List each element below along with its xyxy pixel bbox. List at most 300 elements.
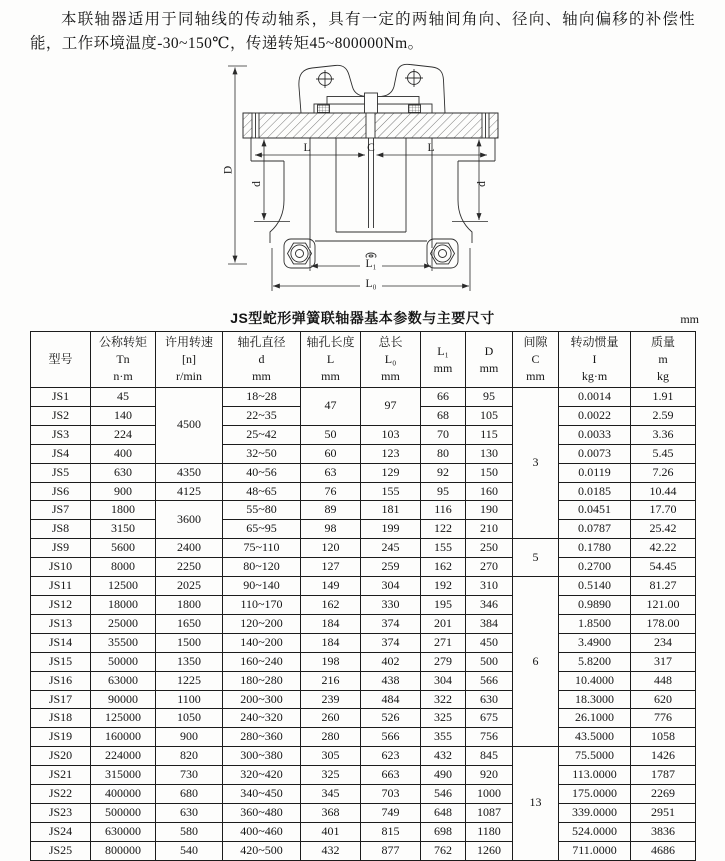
cell-d-outer: 130 — [466, 444, 513, 463]
cell-inertia: 0.0033 — [559, 425, 631, 444]
cell-inertia: 0.0014 — [559, 388, 631, 407]
cell-total-len: 438 — [361, 671, 421, 690]
cell-mass: 7.26 — [631, 463, 696, 482]
label-L-right: L — [427, 142, 435, 154]
cell-mass: 42.22 — [631, 539, 696, 558]
cell-speed: 4350 — [156, 463, 223, 482]
cell-total-len: 749 — [361, 803, 421, 822]
column-header-l1: L₁ mm — [421, 332, 466, 388]
cell-total-len: 703 — [361, 785, 421, 804]
cell-d-outer: 675 — [466, 709, 513, 728]
cell-inertia: 26.1000 — [559, 709, 631, 728]
cell-model: JS14 — [31, 633, 91, 652]
cell-mass: 81.27 — [631, 577, 696, 596]
cell-mass: 121.00 — [631, 595, 696, 614]
cell-l1: 70 — [421, 425, 466, 444]
cell-mass: 1.91 — [631, 388, 696, 407]
cell-l1: 325 — [421, 709, 466, 728]
table-body — [31, 388, 696, 861]
cell-speed: 900 — [156, 728, 223, 747]
cell-l1: 95 — [421, 482, 466, 501]
cell-bore-d: 40~56 — [223, 463, 301, 482]
cell-total-len: 815 — [361, 822, 421, 841]
cell-d-outer: 500 — [466, 652, 513, 671]
cell-bore-len: 325 — [301, 766, 361, 785]
column-header-model: 型号 — [31, 332, 91, 388]
cell-bore-len: 260 — [301, 709, 361, 728]
cell-bore-d: 280~360 — [223, 728, 301, 747]
cell-bore-d: 180~280 — [223, 671, 301, 690]
cell-mass: 234 — [631, 633, 696, 652]
table-row — [31, 482, 696, 501]
cell-l1: 698 — [421, 822, 466, 841]
cell-bore-len: 401 — [301, 822, 361, 841]
cell-speed: 680 — [156, 785, 223, 804]
column-header-mass: 质量 m kg — [631, 332, 696, 388]
cell-inertia: 5.8200 — [559, 652, 631, 671]
cell-torque: 315000 — [91, 766, 156, 785]
cell-d-outer: 450 — [466, 633, 513, 652]
cell-d-outer: 1260 — [466, 841, 513, 860]
cell-inertia: 0.0119 — [559, 463, 631, 482]
cell-d-outer: 95 — [466, 388, 513, 407]
cell-bore-d: 90~140 — [223, 577, 301, 596]
cell-mass: 4686 — [631, 841, 696, 860]
column-header-bore-d: 轴孔直径 d mm — [223, 332, 301, 388]
cell-bore-len: 432 — [301, 841, 361, 860]
cell-bore-len: 76 — [301, 482, 361, 501]
column-header-d-outer: D mm — [466, 332, 513, 388]
cell-l1: 195 — [421, 595, 466, 614]
cell-bore-len: 149 — [301, 577, 361, 596]
cell-inertia: 18.3000 — [559, 690, 631, 709]
cell-mass: 3.36 — [631, 425, 696, 444]
cell-inertia: 524.0000 — [559, 822, 631, 841]
cell-bore-len: 184 — [301, 633, 361, 652]
cell-torque: 8000 — [91, 558, 156, 577]
cell-mass: 1426 — [631, 747, 696, 766]
cell-mass: 2951 — [631, 803, 696, 822]
cell-speed: 4500 — [156, 388, 223, 464]
cell-d-outer: 210 — [466, 520, 513, 539]
cell-total-len: 155 — [361, 482, 421, 501]
cell-mass: 5.45 — [631, 444, 696, 463]
coupling-outline — [243, 64, 498, 268]
cell-model: JS16 — [31, 671, 91, 690]
cell-mass: 178.00 — [631, 614, 696, 633]
cell-torque: 630000 — [91, 822, 156, 841]
cell-bore-len: 216 — [301, 671, 361, 690]
cell-l1: 271 — [421, 633, 466, 652]
cell-d-outer: 384 — [466, 614, 513, 633]
cell-d-outer: 920 — [466, 766, 513, 785]
cell-d-outer: 115 — [466, 425, 513, 444]
table-row — [31, 558, 696, 577]
cell-l1: 762 — [421, 841, 466, 860]
cell-l1: 490 — [421, 766, 466, 785]
cell-clearance: 6 — [513, 577, 559, 747]
cell-mass: 776 — [631, 709, 696, 728]
cell-torque: 224000 — [91, 747, 156, 766]
cell-bore-d: 320~420 — [223, 766, 301, 785]
cell-inertia: 0.0022 — [559, 406, 631, 425]
cell-torque: 900 — [91, 482, 156, 501]
cell-torque: 160000 — [91, 728, 156, 747]
cell-bore-d: 140~200 — [223, 633, 301, 652]
cell-inertia: 43.5000 — [559, 728, 631, 747]
label-L-left: L — [303, 142, 311, 154]
cell-speed: 540 — [156, 841, 223, 860]
cell-speed: 2025 — [156, 577, 223, 596]
cell-bore-len: 345 — [301, 785, 361, 804]
cell-model: JS25 — [31, 841, 91, 860]
cell-total-len: 103 — [361, 425, 421, 444]
cell-l1: 546 — [421, 785, 466, 804]
cell-l1: 648 — [421, 803, 466, 822]
cell-l1: 155 — [421, 539, 466, 558]
cell-total-len: 526 — [361, 709, 421, 728]
table-row — [31, 425, 696, 444]
table-row — [31, 520, 696, 539]
table-row — [31, 766, 696, 785]
cell-d-outer: 630 — [466, 690, 513, 709]
cell-d-outer: 190 — [466, 501, 513, 520]
table-row — [31, 785, 696, 804]
cell-inertia: 339.0000 — [559, 803, 631, 822]
cell-torque: 35500 — [91, 633, 156, 652]
cell-total-len: 374 — [361, 614, 421, 633]
cell-torque: 50000 — [91, 652, 156, 671]
column-header-clearance: 间隙 C mm — [513, 332, 559, 388]
cell-inertia: 711.0000 — [559, 841, 631, 860]
cell-inertia: 0.0451 — [559, 501, 631, 520]
cell-speed: 1500 — [156, 633, 223, 652]
cell-torque: 400000 — [91, 785, 156, 804]
cell-bore-d: 420~500 — [223, 841, 301, 860]
cell-inertia: 0.0787 — [559, 520, 631, 539]
cell-bore-len: 60 — [301, 444, 361, 463]
cell-bore-len: 184 — [301, 614, 361, 633]
cell-l1: 201 — [421, 614, 466, 633]
cell-speed: 1800 — [156, 595, 223, 614]
cell-bore-d: 160~240 — [223, 652, 301, 671]
cell-l1: 322 — [421, 690, 466, 709]
cell-model: JS3 — [31, 425, 91, 444]
cell-total-len: 199 — [361, 520, 421, 539]
seal-block-left — [318, 105, 330, 113]
cell-model: JS24 — [31, 822, 91, 841]
cell-model: JS9 — [31, 539, 91, 558]
cell-model: JS15 — [31, 652, 91, 671]
cell-d-outer: 756 — [466, 728, 513, 747]
cell-mass: 317 — [631, 652, 696, 671]
cell-bore-len: 280 — [301, 728, 361, 747]
cell-l1: 122 — [421, 520, 466, 539]
cell-torque: 125000 — [91, 709, 156, 728]
cell-speed: 1050 — [156, 709, 223, 728]
cell-bore-d: 240~320 — [223, 709, 301, 728]
cell-model: JS13 — [31, 614, 91, 633]
column-header-total-len: 总长 L₀ mm — [361, 332, 421, 388]
cell-bore-d: 360~480 — [223, 803, 301, 822]
cell-d-outer: 150 — [466, 463, 513, 482]
cell-bore-len: 47 — [301, 388, 361, 426]
cell-torque: 90000 — [91, 690, 156, 709]
coupling-section-drawing — [30, 56, 695, 308]
cell-d-outer: 160 — [466, 482, 513, 501]
cell-bore-d: 200~300 — [223, 690, 301, 709]
cell-bore-len: 368 — [301, 803, 361, 822]
cell-speed: 2400 — [156, 539, 223, 558]
cell-bore-d: 400~460 — [223, 822, 301, 841]
cell-speed: 730 — [156, 766, 223, 785]
cell-bore-d: 110~170 — [223, 595, 301, 614]
cell-mass: 17.70 — [631, 501, 696, 520]
cell-l1: 162 — [421, 558, 466, 577]
column-header-bore-len: 轴孔长度 L mm — [301, 332, 361, 388]
cell-bore-d: 120~200 — [223, 614, 301, 633]
table-row — [31, 388, 696, 407]
cell-torque: 800000 — [91, 841, 156, 860]
cell-bore-d: 25~42 — [223, 425, 301, 444]
table-row — [31, 444, 696, 463]
cell-d-outer: 1180 — [466, 822, 513, 841]
cell-torque: 3150 — [91, 520, 156, 539]
cell-torque: 500000 — [91, 803, 156, 822]
column-header-speed: 许用转速 [n] r/min — [156, 332, 223, 388]
cell-model: JS10 — [31, 558, 91, 577]
cell-bore-d: 300~380 — [223, 747, 301, 766]
cell-bore-d: 65~95 — [223, 520, 301, 539]
cell-bore-len: 89 — [301, 501, 361, 520]
cell-bore-d: 32~50 — [223, 444, 301, 463]
cell-bore-d: 75~110 — [223, 539, 301, 558]
column-header-inertia: 转动惯量 I kg·m — [559, 332, 631, 388]
cell-model: JS19 — [31, 728, 91, 747]
cell-model: JS21 — [31, 766, 91, 785]
table-row — [31, 671, 696, 690]
cell-inertia: 75.5000 — [559, 747, 631, 766]
cell-d-outer: 270 — [466, 558, 513, 577]
cell-model: JS6 — [31, 482, 91, 501]
cell-mass: 3836 — [631, 822, 696, 841]
cell-mass: 2.59 — [631, 406, 696, 425]
cell-total-len: 566 — [361, 728, 421, 747]
cell-clearance: 13 — [513, 747, 559, 860]
cell-model: JS20 — [31, 747, 91, 766]
parameters-table — [30, 331, 696, 861]
label-D: D — [222, 165, 235, 175]
cell-bore-len: 198 — [301, 652, 361, 671]
cell-model: JS17 — [31, 690, 91, 709]
table-row — [31, 577, 696, 596]
cell-mass: 620 — [631, 690, 696, 709]
cell-bore-len: 63 — [301, 463, 361, 482]
cell-l1: 80 — [421, 444, 466, 463]
cell-total-len: 181 — [361, 501, 421, 520]
coupling-drawing-svg — [222, 56, 524, 308]
cell-bore-len: 162 — [301, 595, 361, 614]
cell-d-outer: 566 — [466, 671, 513, 690]
cell-d-outer: 1000 — [466, 785, 513, 804]
cell-speed: 820 — [156, 747, 223, 766]
cell-inertia: 175.0000 — [559, 785, 631, 804]
cell-torque: 140 — [91, 406, 156, 425]
cell-torque: 25000 — [91, 614, 156, 633]
cell-inertia: 0.2700 — [559, 558, 631, 577]
cell-speed: 630 — [156, 803, 223, 822]
cell-inertia: 0.9890 — [559, 595, 631, 614]
table-row — [31, 803, 696, 822]
cell-bore-len: 239 — [301, 690, 361, 709]
cell-model: JS7 — [31, 501, 91, 520]
cell-torque: 224 — [91, 425, 156, 444]
cell-bore-d: 18~28 — [223, 388, 301, 407]
cell-l1: 66 — [421, 388, 466, 407]
cell-model: JS5 — [31, 463, 91, 482]
table-row — [31, 709, 696, 728]
intro-paragraph: 本联轴器适用于同轴线的传动轴系，具有一定的两轴间角向、径向、轴向偏移的补偿性能，工作环境温度-30~150℃，传递转矩45~800000Nm。 — [30, 11, 695, 52]
cell-torque: 630 — [91, 463, 156, 482]
cell-model: JS12 — [31, 595, 91, 614]
cell-total-len: 97 — [361, 388, 421, 426]
cell-bore-len: 50 — [301, 425, 361, 444]
cell-speed: 2250 — [156, 558, 223, 577]
table-row — [31, 841, 696, 860]
table-row — [31, 501, 696, 520]
cell-model: JS11 — [31, 577, 91, 596]
cell-total-len: 304 — [361, 577, 421, 596]
cell-mass: 54.45 — [631, 558, 696, 577]
table-row — [31, 747, 696, 766]
cell-speed: 3600 — [156, 501, 223, 539]
cell-mass: 10.44 — [631, 482, 696, 501]
table-title-row — [30, 308, 699, 328]
cell-bore-len: 127 — [301, 558, 361, 577]
cell-total-len: 330 — [361, 595, 421, 614]
cell-d-outer: 346 — [466, 595, 513, 614]
seal-block-right — [409, 105, 421, 113]
cell-mass: 448 — [631, 671, 696, 690]
cell-bore-len: 305 — [301, 747, 361, 766]
cell-total-len: 245 — [361, 539, 421, 558]
cell-speed: 4125 — [156, 482, 223, 501]
label-L1: L₁ — [365, 258, 377, 270]
cell-bore-d: 55~80 — [223, 501, 301, 520]
table-title: JS型蛇形弹簧联轴器基本参数与主要尺寸 — [230, 310, 495, 326]
table-unit-label: mm — [680, 312, 699, 326]
cell-model: JS18 — [31, 709, 91, 728]
cell-inertia: 1.8500 — [559, 614, 631, 633]
cell-bore-len: 120 — [301, 539, 361, 558]
cell-model: JS8 — [31, 520, 91, 539]
cell-clearance: 5 — [513, 539, 559, 577]
cell-speed: 580 — [156, 822, 223, 841]
cell-bore-d: 48~65 — [223, 482, 301, 501]
cell-torque: 12500 — [91, 577, 156, 596]
cell-total-len: 623 — [361, 747, 421, 766]
cell-total-len: 877 — [361, 841, 421, 860]
cell-bore-d: 340~450 — [223, 785, 301, 804]
cell-speed: 1350 — [156, 652, 223, 671]
cell-total-len: 402 — [361, 652, 421, 671]
label-d-right: d — [476, 181, 488, 187]
cell-inertia: 0.5140 — [559, 577, 631, 596]
cell-d-outer: 310 — [466, 577, 513, 596]
table-row — [31, 652, 696, 671]
label-d-left: d — [251, 181, 263, 187]
cell-speed: 1100 — [156, 690, 223, 709]
cell-clearance: 3 — [513, 388, 559, 539]
label-C: C — [367, 142, 375, 154]
cell-torque: 18000 — [91, 595, 156, 614]
cell-model: JS2 — [31, 406, 91, 425]
cell-torque: 5600 — [91, 539, 156, 558]
cell-l1: 192 — [421, 577, 466, 596]
cell-speed: 1225 — [156, 671, 223, 690]
cell-d-outer: 1087 — [466, 803, 513, 822]
cell-l1: 92 — [421, 463, 466, 482]
cell-torque: 63000 — [91, 671, 156, 690]
cell-l1: 68 — [421, 406, 466, 425]
cell-l1: 116 — [421, 501, 466, 520]
cell-d-outer: 105 — [466, 406, 513, 425]
table-row — [31, 463, 696, 482]
cell-bore-d: 80~120 — [223, 558, 301, 577]
cell-total-len: 374 — [361, 633, 421, 652]
table-row — [31, 822, 696, 841]
cell-model: JS23 — [31, 803, 91, 822]
cell-mass: 1058 — [631, 728, 696, 747]
cell-torque: 45 — [91, 388, 156, 407]
cell-d-outer: 845 — [466, 747, 513, 766]
cell-inertia: 113.0000 — [559, 766, 631, 785]
cell-l1: 279 — [421, 652, 466, 671]
cell-total-len: 129 — [361, 463, 421, 482]
cell-inertia: 10.4000 — [559, 671, 631, 690]
cell-model: JS1 — [31, 388, 91, 407]
table-row — [31, 614, 696, 633]
cell-inertia: 3.4900 — [559, 633, 631, 652]
cell-l1: 304 — [421, 671, 466, 690]
column-header-torque: 公称转矩 Tn n·m — [91, 332, 156, 388]
cell-model: JS4 — [31, 444, 91, 463]
cell-total-len: 663 — [361, 766, 421, 785]
cell-total-len: 484 — [361, 690, 421, 709]
label-L0: L₀ — [365, 278, 377, 290]
cell-inertia: 0.1780 — [559, 539, 631, 558]
cell-speed: 1650 — [156, 614, 223, 633]
cell-total-len: 259 — [361, 558, 421, 577]
cell-inertia: 0.0073 — [559, 444, 631, 463]
cell-d-outer: 250 — [466, 539, 513, 558]
cell-l1: 355 — [421, 728, 466, 747]
table-row — [31, 690, 696, 709]
cell-l1: 432 — [421, 747, 466, 766]
table-row — [31, 539, 696, 558]
cell-bore-len: 98 — [301, 520, 361, 539]
cell-model: JS22 — [31, 785, 91, 804]
cell-torque: 400 — [91, 444, 156, 463]
table-row — [31, 595, 696, 614]
table-row — [31, 728, 696, 747]
cell-mass: 25.42 — [631, 520, 696, 539]
cell-bore-d: 22~35 — [223, 406, 301, 425]
cell-mass: 1787 — [631, 766, 696, 785]
cell-mass: 2269 — [631, 785, 696, 804]
cell-torque: 1800 — [91, 501, 156, 520]
table-header — [31, 332, 696, 388]
